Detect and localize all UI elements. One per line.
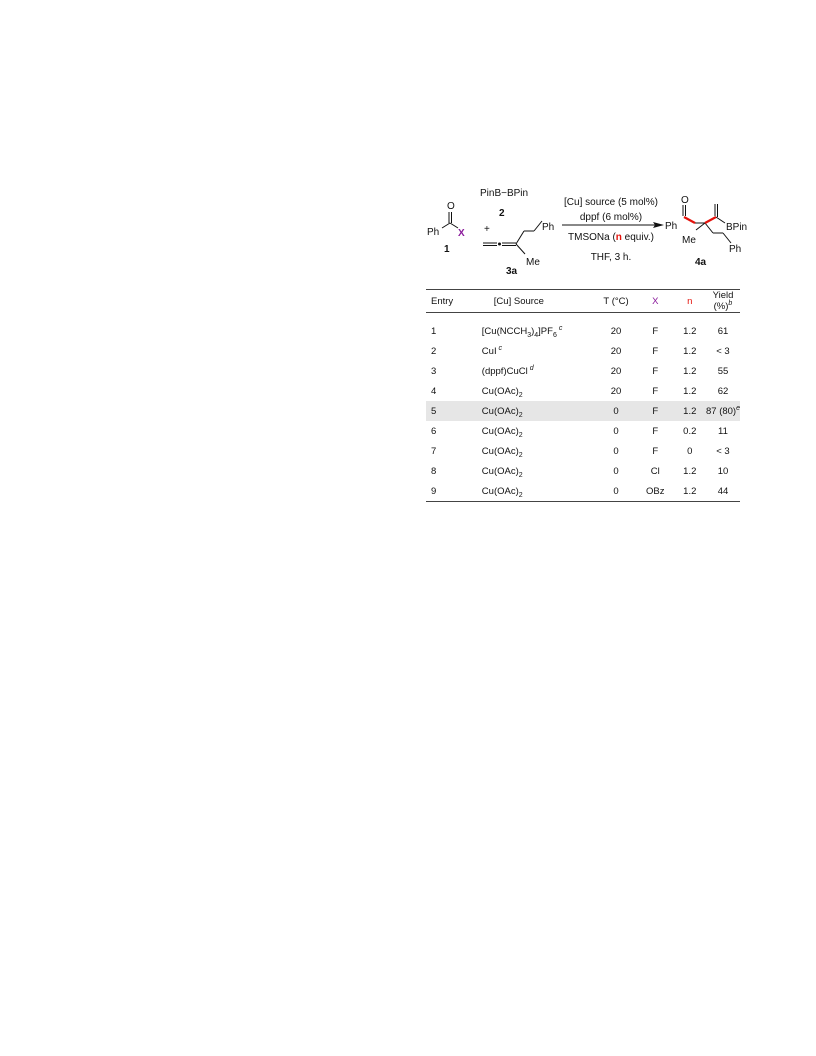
product-phenyl: Ph (729, 244, 742, 255)
cu-source-cell: (dppf)CuCl $^d$ (481, 364, 534, 377)
cu-source-cell: $Cu(OAc)_2$ (481, 465, 523, 479)
condition-solvent-time: THF, 3 h. (590, 252, 632, 263)
cu-source-cell: $Cu(OAc)_2$ (468, 481, 595, 502)
product-4a-label: 4a (695, 257, 707, 268)
table-row: 2 CuI $^c$ 20 F 1.2 < 3 (426, 341, 740, 361)
allene-methyl: Me (526, 257, 540, 268)
header-temperature: T (°C) (595, 290, 637, 313)
acyl-fluoride-structure (442, 212, 458, 228)
header-cu-source: [Cu] Source (468, 290, 595, 313)
product-oxygen: O (681, 195, 689, 206)
condition-base: TMSONa (n equiv.) (568, 232, 654, 243)
cu-source-cell: $Cu(OAc)_2$ (481, 445, 523, 459)
cu-source-cell: $Cu(OAc)_2$ (481, 425, 523, 439)
table-header-row (426, 290, 740, 313)
table-row: 7 $Cu(OAc)_2$ 0 F 0 < 3 (426, 441, 740, 461)
table-row: 9 $Cu(OAc)_2$ 0 OBz 1.2 44 (426, 481, 740, 502)
plus-sign: + (484, 224, 490, 235)
product-bpin: BPin (726, 222, 748, 233)
substrate-1-x: X (458, 228, 465, 239)
allene-phenyl: Ph (542, 222, 555, 233)
condition-ligand: dppf (6 mol%) (579, 212, 643, 223)
reaction-scheme-drawing (420, 180, 770, 280)
header-entry: Entry (426, 290, 468, 313)
substrate-1-phenyl: Ph (427, 227, 440, 238)
product-methyl: Me (682, 235, 696, 246)
table-row: 6 $Cu(OAc)_2$ 0 F 0.2 11 (426, 421, 740, 441)
header-n: n (674, 290, 706, 313)
allene-structure (483, 221, 542, 254)
optimization-table (426, 289, 740, 502)
highlighted-bonds (684, 217, 716, 223)
table-row: 4 $Cu(OAc)_2$ 20 F 1.2 62 (426, 381, 740, 401)
cu-source-cell: $[Cu(NCCH_3)_4]PF_6$ $^c$ (481, 324, 563, 339)
reaction-scheme (420, 180, 770, 280)
condition-cu-source: [Cu] source (5 mol%) (564, 197, 658, 208)
cu-source-cell: $Cu(OAc)_2$ (481, 385, 523, 399)
allene-3a-label: 3a (506, 266, 518, 277)
reagent-2-formula: PinB−BPin (480, 188, 529, 199)
reagent-2-label: 2 (499, 208, 505, 219)
table-row: 3 (dppf)CuCl $^d$ 20 F 1.2 55 (426, 361, 740, 381)
header-x: X (637, 290, 674, 313)
substrate-1-oxygen: O (447, 201, 455, 212)
table-row: 8 $Cu(OAc)_2$ 0 Cl 1.2 10 (426, 461, 740, 481)
table-row: 1 $[Cu(NCCH_3)_4]PF_6$ $^c$ 20 F 1.2 61 (426, 313, 740, 342)
product-phenyl-ketone: Ph (665, 221, 678, 232)
cu-source-cell: CuI $^c$ (481, 344, 503, 357)
condition-n-variable: n (615, 232, 622, 243)
table-row-highlighted: 5 $Cu(OAc)_2$ 0 F 1.2 87 $(80)^e$ (426, 401, 740, 421)
substrate-1-label: 1 (444, 244, 450, 255)
cu-source-cell: $Cu(OAc)_2$ (468, 401, 595, 421)
header-yield: Yield (%)$^b$ (706, 290, 740, 313)
